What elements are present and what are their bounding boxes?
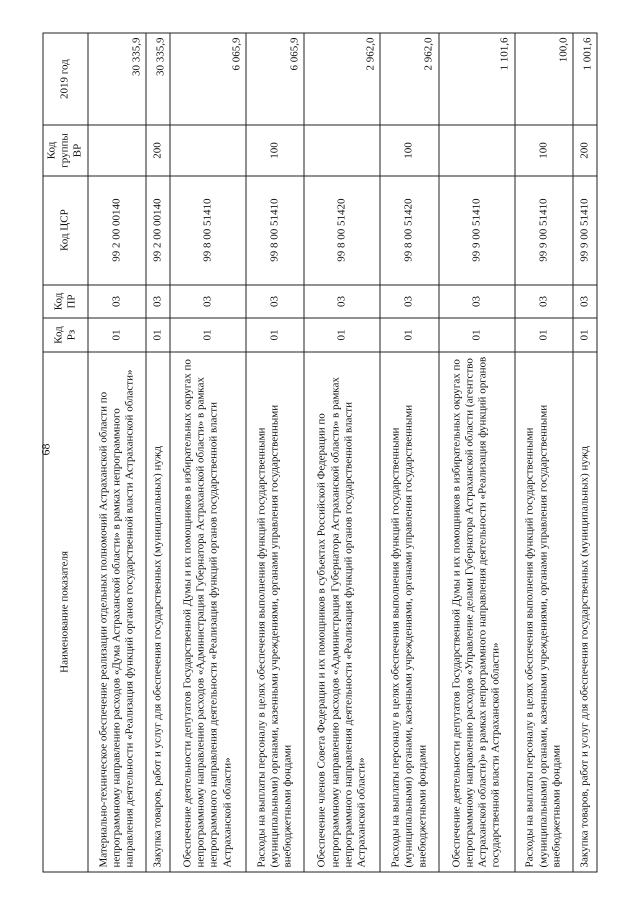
- row-name: Закупка товаров, работ и услуг для обеспечения государственных (муниципальных) нужд: [573, 352, 597, 872]
- row-name: Расходы на выплаты персоналу в целях обеспечения выполнения функций государственными (муниципальными) органами, казенными учреждениями, органами управления государственными внебюджетными фондами: [246, 352, 305, 872]
- table-row: [88, 33, 147, 872]
- row-pr: 03: [380, 285, 439, 319]
- page-number: 68: [38, 443, 53, 456]
- row-rz: 01: [88, 318, 147, 352]
- row-value: 30 335,9: [146, 33, 170, 125]
- row-rz: 01: [573, 318, 597, 352]
- row-value: 2 962,0: [380, 33, 439, 125]
- table-row: [573, 33, 597, 872]
- row-csr: 99 9 00 51410: [573, 176, 597, 285]
- row-csr: 99 8 00 51410: [246, 176, 305, 285]
- header-year: 2019 год: [43, 33, 88, 125]
- row-csr: 99 8 00 51420: [304, 176, 380, 285]
- table-header-row: [43, 33, 88, 872]
- header-name: Наименование показателя: [43, 352, 88, 872]
- row-rz: 01: [439, 318, 515, 352]
- table-row: [380, 33, 439, 872]
- row-value: 1 001,6: [573, 33, 597, 125]
- table-row: [246, 33, 305, 872]
- table-row: [439, 33, 515, 872]
- row-rz: 01: [304, 318, 380, 352]
- header-csr: Код ЦСР: [43, 176, 88, 285]
- table-row: [515, 33, 574, 872]
- row-value: 6 065,9: [170, 33, 246, 125]
- row-value: 1 101,6: [439, 33, 515, 125]
- row-value: 2 962,0: [304, 33, 380, 125]
- table-row: [304, 33, 380, 872]
- row-vr: 200: [573, 125, 597, 175]
- row-value: 30 335,9: [88, 33, 147, 125]
- row-pr: 03: [439, 285, 515, 319]
- row-vr: [170, 125, 246, 175]
- row-pr: 03: [170, 285, 246, 319]
- row-csr: 99 2 00 00140: [146, 176, 170, 285]
- row-pr: 03: [515, 285, 574, 319]
- budget-table: [43, 33, 598, 873]
- row-vr: 100: [380, 125, 439, 175]
- row-name: Обеспечение деятельности депутатов Государственной Думы и их помощников в избирательных округах по непрограммному направлению расходов «Администрация Губернатора Астраханской области» в рамках непрограммного направления деятельности «Реализация функций органов государственной власти Астраханской области»: [170, 352, 246, 872]
- row-vr: [439, 125, 515, 175]
- row-csr: 99 8 00 51410: [170, 176, 246, 285]
- header-pr: Код ПР: [43, 285, 88, 319]
- row-pr: 03: [573, 285, 597, 319]
- row-name: Обеспечение членов Совета Федерации и их помощников в субъектах Российской Федерации по непрограммному направлению расходов «Администрация Губернатора Астраханской области» в рамках непрограммного направления деятельности «Реализация функций органов государственной власти Астраханской области»: [304, 352, 380, 872]
- row-vr: [88, 125, 147, 175]
- table-row: [146, 33, 170, 872]
- row-rz: 01: [380, 318, 439, 352]
- row-name: Материально-техническое обеспечение реализации отдельных полномочий Астраханской области по непрограммному направлению расходов «Дума Астраханской области» в рамках непрограммного направления деятельности «Реализация функций органов государственной власти Астраханской области»: [88, 352, 147, 872]
- rotated-page: [43, 33, 598, 873]
- row-pr: 03: [146, 285, 170, 319]
- row-value: 6 065,9: [246, 33, 305, 125]
- row-rz: 01: [246, 318, 305, 352]
- row-name: Расходы на выплаты персоналу в целях обеспечения выполнения функций государственными (муниципальными) органами, казенными учреждениями, органами управления государственными внебюджетными фондами: [515, 352, 574, 872]
- table-row: [170, 33, 246, 872]
- row-name: Обеспечение деятельности депутатов Государственной Думы и их помощников в избирательных округах по непрограммному направлению расходов «Управление делами Губернатора Астраханской области (агентство Астраханской области)» в рамках непрограммного направления деятельности «Реализация функций органов государственной власти Астраханской области»: [439, 352, 515, 872]
- row-csr: 99 9 00 51410: [515, 176, 574, 285]
- row-vr: 100: [246, 125, 305, 175]
- row-rz: 01: [146, 318, 170, 352]
- row-pr: 03: [304, 285, 380, 319]
- header-vr: Код группы ВР: [43, 125, 88, 175]
- header-rz: Код Рз: [43, 318, 88, 352]
- row-vr: [304, 125, 380, 175]
- row-csr: 99 2 00 00140: [88, 176, 147, 285]
- row-rz: 01: [170, 318, 246, 352]
- row-pr: 03: [246, 285, 305, 319]
- row-pr: 03: [88, 285, 147, 319]
- row-name: Расходы на выплаты персоналу в целях обеспечения выполнения функций государственными (муниципальными) органами, казенными учреждениями, органами управления государственными внебюджетными фондами: [380, 352, 439, 872]
- row-name: Закупка товаров, работ и услуг для обеспечения государственных (муниципальных) нужд: [146, 352, 170, 872]
- row-vr: 100: [515, 125, 574, 175]
- row-vr: 200: [146, 125, 170, 175]
- row-value: 100,0: [515, 33, 574, 125]
- row-rz: 01: [515, 318, 574, 352]
- row-csr: 99 8 00 51420: [380, 176, 439, 285]
- row-csr: 99 9 00 51410: [439, 176, 515, 285]
